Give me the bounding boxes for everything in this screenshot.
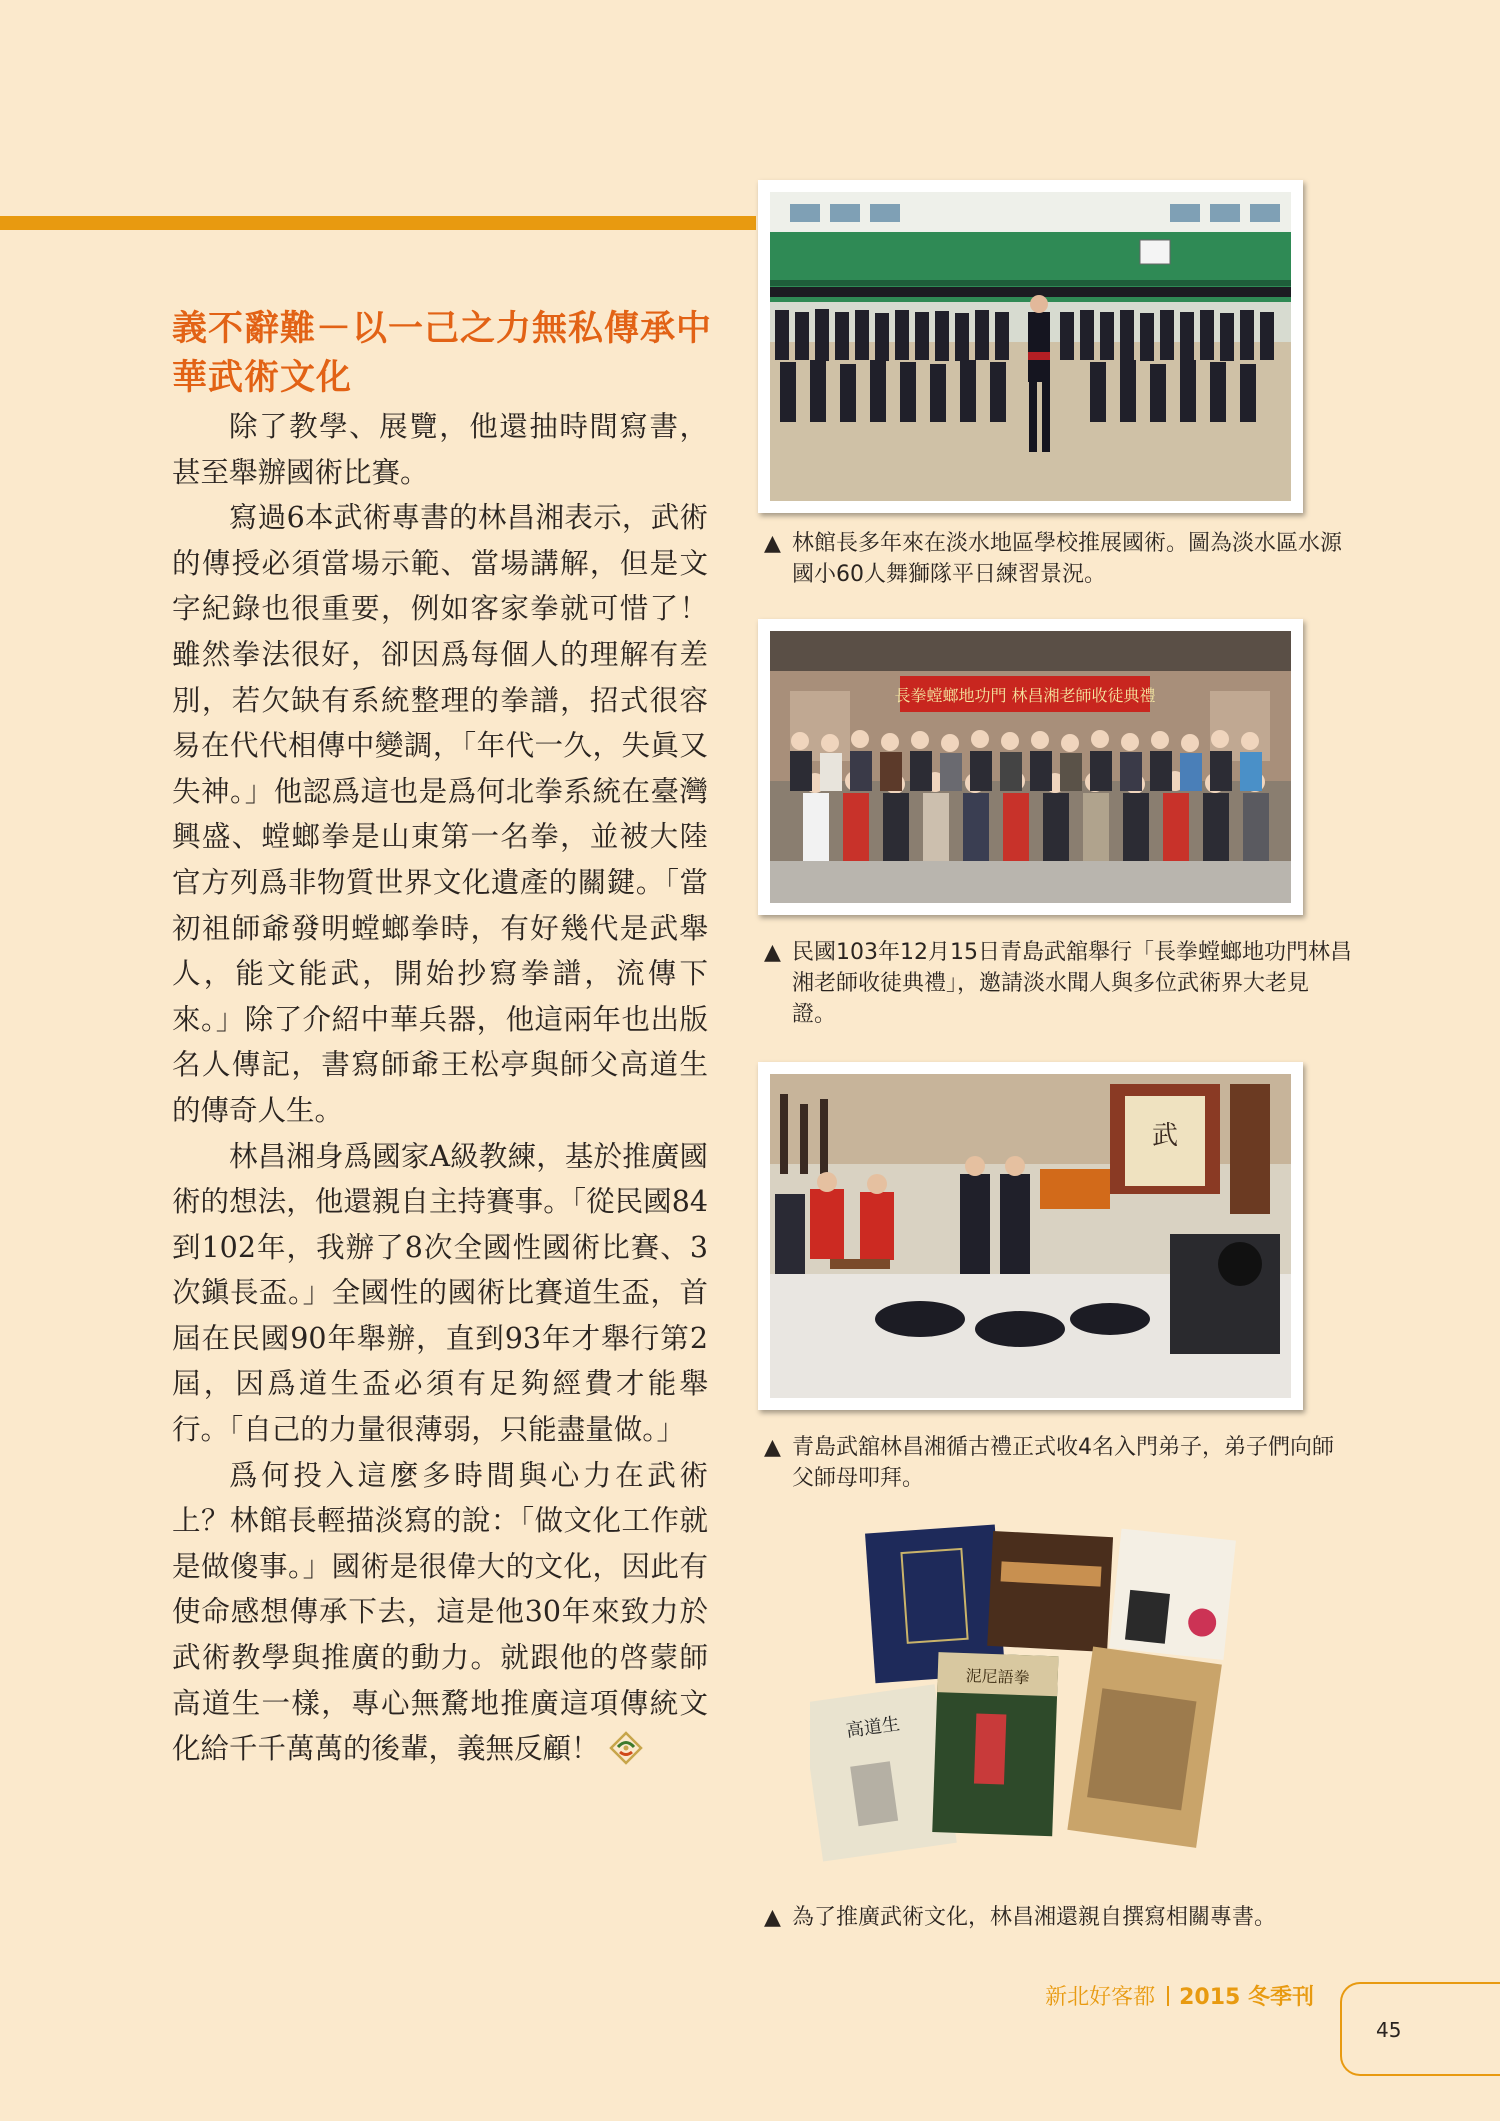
article-paragraph: 林昌湘身爲國家A級教練，基於推廣國術的想法，他還親自主持賽事。「從民國84到102年，我辦了8次全國性國術比賽、3次鎭長盃。」全國性的國術比賽道生盃，首屆在民國90年舉辦，直到93年才舉行第2屆，因爲道生盃必須有足夠經費才能舉行。「自己的力量很薄弱，只能盡量做。」 [172,1139,708,1447]
caption-text: 青島武舘林昌湘循古禮正式收4名入門弟子，弟子們向師父師母叩拜。 [792,1435,1334,1491]
page-number: 45 [1376,2018,1402,2042]
photo-caption [764,1902,1392,1933]
magazine-name: 新北好客都 [1045,1985,1156,2010]
article-paragraph: 除了教學、展覽，他還抽時間寫書，甚至舉辦國術比賽。 [172,410,708,489]
caption-marker: ▲ [764,1905,781,1930]
hakka-logo-icon [608,1730,644,1766]
photo-caption [764,1432,1352,1494]
altar-character: 武 [1151,1121,1179,1151]
photo-caption [764,528,1352,590]
footer-divider [1167,1986,1169,2006]
page-number-box [1340,1982,1500,2076]
caption-marker: ▲ [764,531,781,556]
book-title: 高道生 [844,1713,902,1742]
article-heading: 義不辭難－以一己之力無私傳承中華武術文化 [172,309,713,398]
caption-marker: ▲ [764,940,781,965]
photo-ceremony-group [758,619,1303,915]
caption-text: 為了推廣武術文化，林昌湘還親自撰寫相關專書。 [792,1905,1277,1930]
caption-text: 民國103年12月15日青島武舘舉行「長拳螳螂地功門林昌湘老師收徒典禮」，邀請淡水聞人與多位武術界大老見證。 [792,940,1352,1027]
footer-magazine [1045,1980,1314,2011]
article-paragraph [172,1453,708,1772]
top-accent-rule [0,216,756,230]
article-paragraph-text: 爲何投入這麼多時間與心力在武術上？林館長輕描淡寫的說：「做文化工作就是做傻事。」國術是很偉大的文化，因此有使命感想傳承下去，這是他30年來致力於武術教學與推廣的動力。就跟他的啓蒙師高道生一樣，專心無騖地推廣這項傳統文化給千千萬萬的後輩，義無反顧！ [172,1458,708,1766]
gym-practice-image [770,192,1291,501]
magazine-issue: 2015 冬季刊 [1179,1985,1314,2010]
photo-caption [764,937,1352,1030]
article-body [172,404,708,1772]
photo-gym-practice [758,180,1303,513]
photo-kowtow-ceremony [758,1062,1303,1410]
ceremony-banner-text: 長拳螳螂地功門 林昌湘老師收徒典禮 [894,686,1156,705]
article-paragraph: 寫過6本武術專書的林昌湘表示，武術的傳授必須當場示範、當場講解，但是文字紀錄也很重要，例如客家拳就可惜了！雖然拳法很好，卻因爲每個人的理解有差別，若欠缺有系統整理的拳譜，招式很容易在代代相傳中變調，「年代一久，失眞又失神。」他認爲這也是爲何北拳系統在臺灣興盛、螳螂拳是山東第一名拳，並被大陸官方列爲非物質世界文化遺產的關鍵。「當初祖師爺發明螳螂拳時，有好幾代是武舉人，能文能武，開始抄寫拳譜，流傳下來。」除了介紹中華兵器，他這兩年也出版名人傳記，書寫師爺王松亭與師父高道生的傳奇人生。 [172,501,708,1127]
kowtow-ceremony-image [770,1074,1291,1398]
books-collage [810,1524,1285,1869]
book-title: 泥尼語拳 [965,1666,1031,1688]
caption-text: 林館長多年來在淡水地區學校推展國術。圖為淡水區水源國小60人舞獅隊平日練習景況。 [792,531,1343,587]
caption-marker: ▲ [764,1435,781,1460]
ceremony-group-image [770,631,1291,903]
